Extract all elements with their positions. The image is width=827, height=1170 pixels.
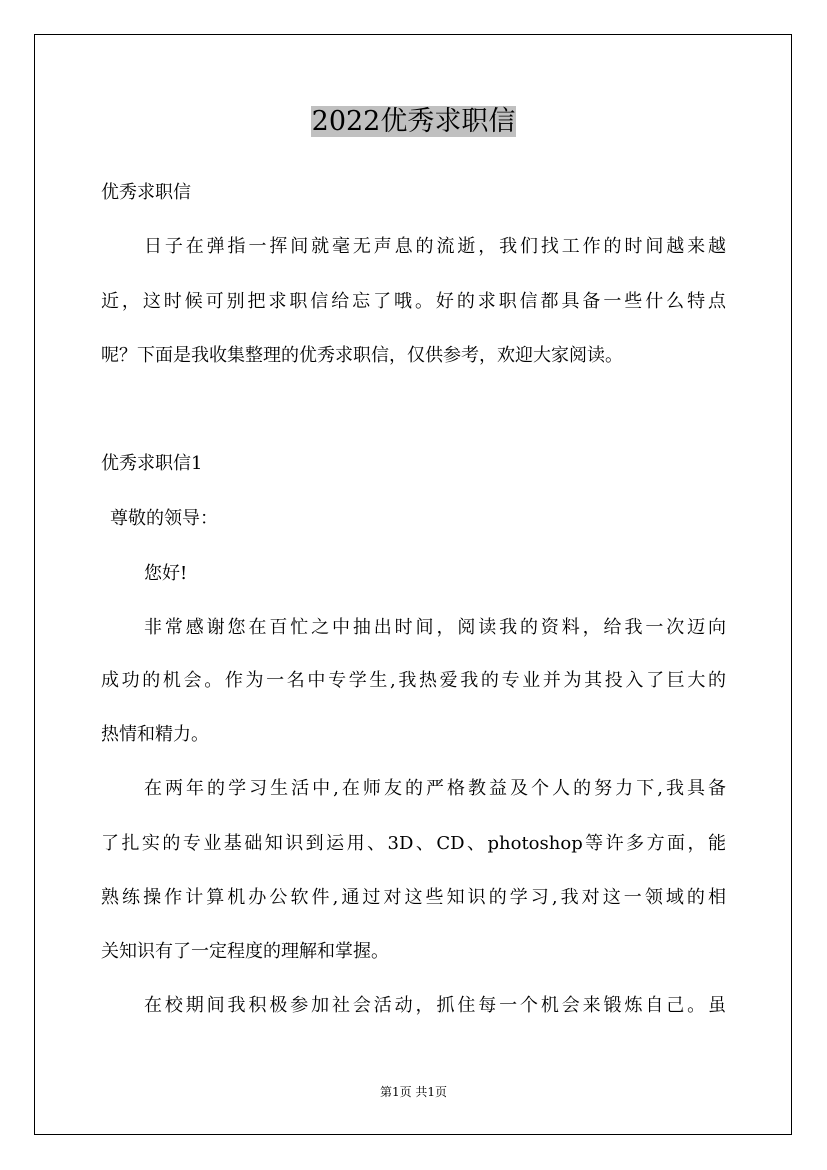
intro-line-2: 近，这时候可别把求职信给忘了哦。好的求职信都具备一些什么特点 [101,291,726,312]
paragraph2-line-1: 在两年的学习生活中,在师友的严格教益及个人的努力下,我具备 [144,778,726,799]
paragraph1-line-1: 非常感谢您在百忙之中抽出时间，阅读我的资料，给我一次迈向 [144,617,726,638]
paragraph2-line-4: 关知识有了一定程度的理解和掌握。 [101,941,389,962]
section-title: 优秀求职信1 [101,453,203,474]
intro-line-1: 日子在弹指一挥间就毫无声息的流逝，我们找工作的时间越来越 [144,236,726,257]
page-number-footer: 第1页 共1页 [379,1085,448,1099]
document-title [0,102,827,142]
paragraph1-line-3: 热情和精力。 [101,724,209,745]
paragraph1-line-2: 成功的机会。作为一名中专学生,我热爱我的专业并为其投入了巨大的 [101,670,726,691]
intro-line-3: 呢？下面是我收集整理的优秀求职信，仅供参考，欢迎大家阅读。 [101,345,623,366]
paragraph3-line-1: 在校期间我积极参加社会活动，抓住每一个机会来锻炼自己。虽 [144,995,726,1016]
greeting: 您好! [144,563,188,584]
heading: 优秀求职信 [101,182,191,203]
salutation: 尊敬的领导： [110,508,218,529]
document-title-text: 2022优秀求职信 [311,106,516,137]
paragraph2-line-3: 熟练操作计算机办公软件,通过对这些知识的学习,我对这一领域的相 [101,887,726,908]
paragraph2-line-2: 了扎实的专业基础知识到运用、3D、CD、photoshop等许多方面，能 [101,833,726,854]
